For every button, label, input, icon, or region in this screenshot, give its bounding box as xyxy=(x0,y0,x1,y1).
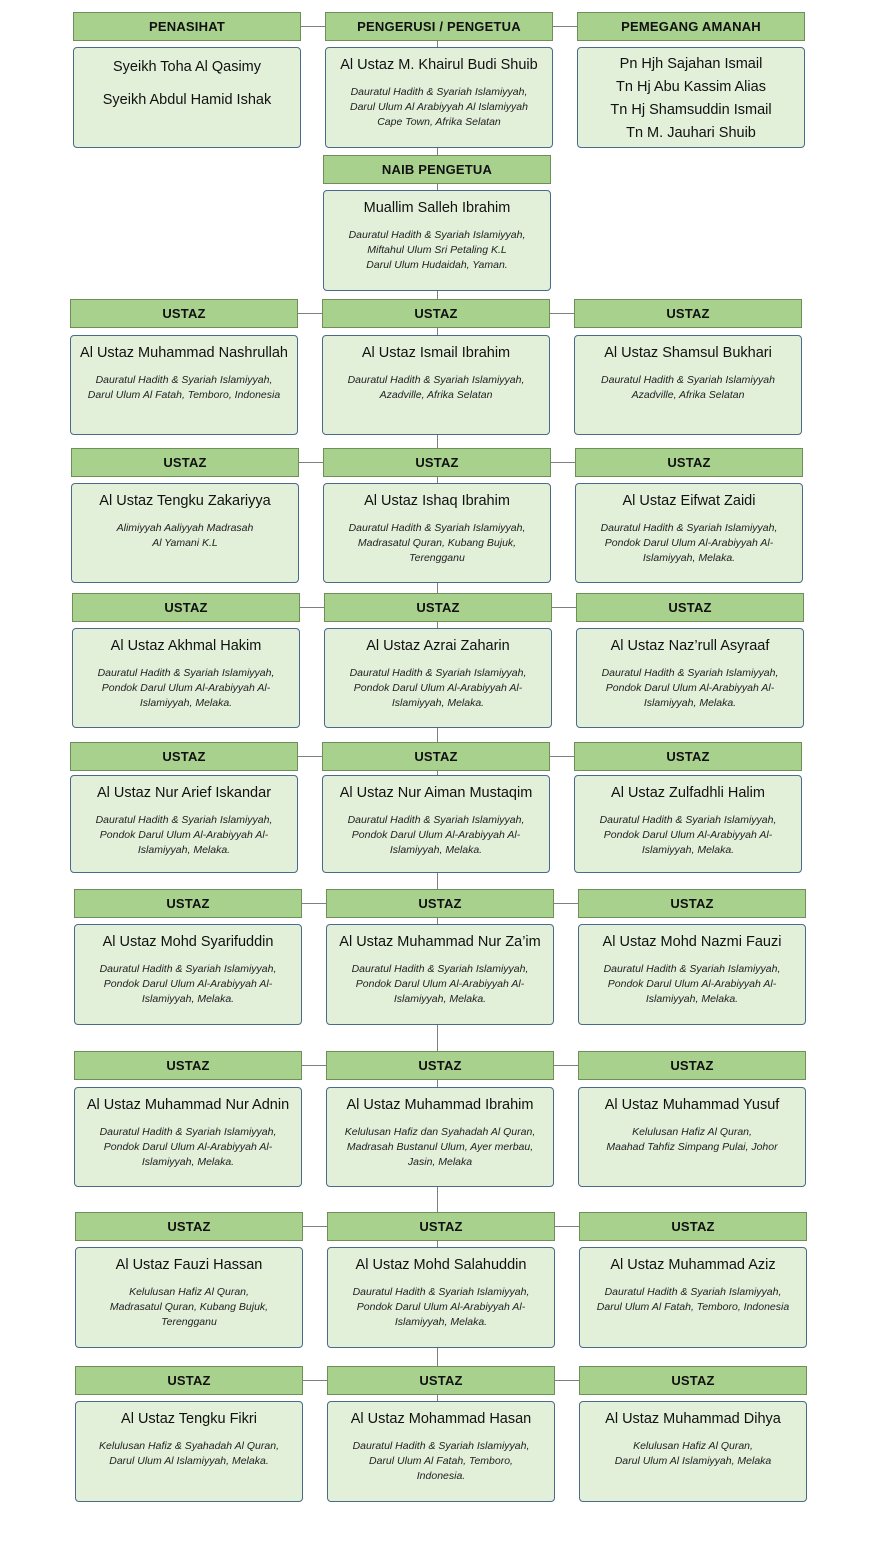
qualification-line: Dauratul Hadith & Syariah Islamiyyah, xyxy=(99,1126,277,1138)
person-name: Al Ustaz Shamsul Bukhari xyxy=(604,345,772,361)
staff-card xyxy=(74,1087,302,1187)
ustaz-header: USTAZ xyxy=(72,593,300,622)
qualification-line: Pondok Darul Ulum Al-Arabiyyah Al- xyxy=(607,978,777,990)
qualification-line: Pondok Darul Ulum Al-Arabiyyah Al- xyxy=(603,829,773,841)
qualifications xyxy=(587,1125,797,1155)
ustaz-header: USTAZ xyxy=(579,1212,807,1241)
qualification-line: Alimiyyah Aaliyyah Madrasah xyxy=(116,522,254,534)
qualification-line: Islamiyyah, Melaka. xyxy=(643,697,737,709)
qualification-line: Pondok Darul Ulum Al-Arabiyyah Al- xyxy=(353,682,523,694)
staff-card xyxy=(576,628,804,728)
qualification-line: Indonesia. xyxy=(416,1470,466,1482)
qualification-line: Dauratul Hadith & Syariah Islamiyyah, xyxy=(347,374,525,386)
qualifications xyxy=(585,666,795,711)
qualifications xyxy=(84,1285,294,1330)
staff-card xyxy=(72,628,300,728)
ustaz-header: USTAZ xyxy=(70,299,298,328)
staff-card xyxy=(575,483,803,583)
staff-card xyxy=(324,628,552,728)
qualification-line: Azadville, Afrika Selatan xyxy=(379,389,493,401)
staff-card xyxy=(74,924,302,1025)
qualifications xyxy=(80,521,290,551)
staff-card xyxy=(325,47,553,148)
qualification-line: Darul Ulum Al Islamiyyah, Melaka. xyxy=(109,1455,269,1467)
ustaz-header: USTAZ xyxy=(327,1212,555,1241)
qualification-line: Dauratul Hadith & Syariah Islamiyyah, xyxy=(95,374,273,386)
qualification-line: Maahad Tahfiz Simpang Pulai, Johor xyxy=(606,1141,778,1153)
qualification-line: Madrasah Bustanul Ulum, Ayer merbau, xyxy=(346,1141,534,1153)
qualifications xyxy=(332,228,542,273)
qualification-line: Dauratul Hadith & Syariah Islamiyyah, xyxy=(349,667,527,679)
qualifications xyxy=(79,373,289,403)
person-name: Al Ustaz Tengku Zakariyya xyxy=(99,493,271,509)
ustaz-header: USTAZ xyxy=(576,593,804,622)
qualifications xyxy=(84,1439,294,1469)
staff-card xyxy=(70,775,298,873)
qualification-line: Dauratul Hadith & Syariah Islamiyyah xyxy=(601,374,775,386)
person-name: Al Ustaz Muhammad Nur Adnin xyxy=(86,1097,290,1113)
qualification-line: Islamiyyah, Melaka. xyxy=(645,993,739,1005)
qualification-line: Dauratul Hadith & Syariah Islamiyyah, xyxy=(348,522,526,534)
person-name: Syeikh Toha Al Qasimy xyxy=(112,59,262,75)
ustaz-header: USTAZ xyxy=(322,742,550,771)
qualification-line: Darul Ulum Al Islamiyyah, Melaka xyxy=(614,1455,772,1467)
ustaz-header: USTAZ xyxy=(326,1051,554,1080)
person-name: Al Ustaz Fauzi Hassan xyxy=(115,1257,263,1273)
qualification-line: Pondok Darul Ulum Al-Arabiyyah Al- xyxy=(103,1141,273,1153)
qualification-line: Islamiyyah, Melaka. xyxy=(642,552,736,564)
ustaz-header: USTAZ xyxy=(578,1051,806,1080)
ustaz-header: USTAZ xyxy=(574,299,802,328)
qualifications xyxy=(334,85,544,130)
ustaz-header: USTAZ xyxy=(70,742,298,771)
staff-card xyxy=(578,924,806,1025)
person-name: Al Ustaz Tengku Fikri xyxy=(121,1411,257,1427)
qualification-line: Kelulusan Hafiz & Syahadah Al Quran, xyxy=(99,1440,279,1452)
qualification-line: Kelulusan Hafiz dan Syahadah Al Quran, xyxy=(344,1126,536,1138)
qualifications xyxy=(584,521,794,566)
ustaz-header: USTAZ xyxy=(75,1212,303,1241)
person-name: Muallim Salleh Ibrahim xyxy=(363,200,511,216)
member-list-card xyxy=(73,47,301,148)
qualification-line: Pondok Darul Ulum Al-Arabiyyah Al- xyxy=(351,829,521,841)
qualification-line: Dauratul Hadith & Syariah Islamiyyah, xyxy=(603,963,781,975)
qualification-line: Miftahul Ulum Sri Petaling K.L xyxy=(367,244,507,256)
ustaz-header: USTAZ xyxy=(71,448,299,477)
qualification-line: Azadville, Afrika Selatan xyxy=(631,389,745,401)
qualifications xyxy=(587,962,797,1007)
qualifications xyxy=(79,813,289,858)
qualification-line: Islamiyyah, Melaka. xyxy=(394,1316,488,1328)
qualification-line: Islamiyyah, Melaka. xyxy=(139,697,233,709)
staff-card xyxy=(574,775,802,873)
qualification-line: Islamiyyah, Melaka. xyxy=(393,993,487,1005)
qualification-line: Dauratul Hadith & Syariah Islamiyyah, xyxy=(352,1440,530,1452)
qualifications xyxy=(335,962,545,1007)
qualification-line: Dauratul Hadith & Syariah Islamiyyah, xyxy=(351,963,529,975)
staff-card xyxy=(327,1247,555,1348)
person-name: Al Ustaz Nur Aiman Mustaqim xyxy=(339,785,533,801)
person-name: Al Ustaz Muhammad Ibrahim xyxy=(346,1097,534,1113)
qualifications xyxy=(583,813,793,858)
qualification-line: Madrasatul Quran, Kubang Bujuk, xyxy=(357,537,517,549)
qualification-line: Darul Ulum Al Arabiyyah Al Islamiyyah xyxy=(350,101,528,113)
qualification-line: Dauratul Hadith & Syariah Islamiyyah, xyxy=(350,86,528,98)
qualification-line: Islamiyyah, Melaka. xyxy=(137,844,231,856)
qualification-line: Pondok Darul Ulum Al-Arabiyyah Al- xyxy=(101,682,271,694)
qualification-line: Pondok Darul Ulum Al-Arabiyyah Al- xyxy=(604,537,774,549)
ustaz-header: USTAZ xyxy=(323,448,551,477)
qualifications xyxy=(81,666,291,711)
ustaz-header: USTAZ xyxy=(326,889,554,918)
ustaz-header: USTAZ xyxy=(74,1051,302,1080)
qualification-line: Darul Ulum Al Fatah, Temboro, Indonesia xyxy=(87,389,281,401)
naib-pengetua-header: NAIB PENGETUA xyxy=(323,155,551,184)
person-name: Al Ustaz Ismail Ibrahim xyxy=(361,345,511,361)
ustaz-header: USTAZ xyxy=(74,889,302,918)
qualification-line: Jasin, Melaka xyxy=(407,1156,473,1168)
staff-card xyxy=(326,924,554,1025)
qualifications xyxy=(331,813,541,858)
qualification-line: Cape Town, Afrika Selatan xyxy=(377,116,501,128)
staff-card xyxy=(574,335,802,435)
qualification-line: Dauratul Hadith & Syariah Islamiyyah, xyxy=(347,814,525,826)
staff-card xyxy=(323,190,551,291)
qualification-line: Terengganu xyxy=(409,552,465,564)
ustaz-header: USTAZ xyxy=(322,299,550,328)
person-name: Al Ustaz Ishaq Ibrahim xyxy=(364,493,510,509)
qualification-line: Dauratul Hadith & Syariah Islamiyyah, xyxy=(97,667,275,679)
staff-card xyxy=(579,1247,807,1348)
qualification-line: Kelulusan Hafiz Al Quran, xyxy=(129,1286,249,1298)
qualification-line: Pondok Darul Ulum Al-Arabiyyah Al- xyxy=(356,1301,526,1313)
qualifications xyxy=(588,1285,798,1315)
person-name: Al Ustaz Mohd Salahuddin xyxy=(355,1257,527,1273)
person-name: Al Ustaz Mohammad Hasan xyxy=(350,1411,532,1427)
qualification-line: Dauratul Hadith & Syariah Islamiyyah, xyxy=(601,667,779,679)
person-name: Al Ustaz Zulfadhli Halim xyxy=(611,785,765,801)
qualification-line: Kelulusan Hafiz Al Quran, xyxy=(632,1126,752,1138)
person-name: Al Ustaz Azrai Zaharin xyxy=(366,638,510,654)
qualification-line: Darul Ulum Al Fatah, Temboro, xyxy=(369,1455,513,1467)
staff-card xyxy=(70,335,298,435)
qualification-line: Pondok Darul Ulum Al-Arabiyyah Al- xyxy=(605,682,775,694)
qualifications xyxy=(332,521,542,566)
qualification-line: Darul Ulum Al Fatah, Temboro, Indonesia xyxy=(596,1301,790,1313)
person-name: Al Ustaz Muhammad Yusuf xyxy=(604,1097,780,1113)
ustaz-header: USTAZ xyxy=(575,448,803,477)
qualification-line: Darul Ulum Hudaidah, Yaman. xyxy=(366,259,508,271)
ustaz-header: USTAZ xyxy=(327,1366,555,1395)
qualification-line: Islamiyyah, Melaka. xyxy=(141,993,235,1005)
person-name: Al Ustaz Muhammad Nashrullah xyxy=(80,345,288,361)
qualifications xyxy=(336,1285,546,1330)
qualification-line: Dauratul Hadith & Syariah Islamiyyah, xyxy=(604,1286,782,1298)
qualifications xyxy=(333,666,543,711)
person-name: Tn Hj Shamsuddin Ismail xyxy=(610,102,772,118)
qualifications xyxy=(588,1439,798,1469)
staff-card xyxy=(579,1401,807,1502)
penasihat-header: PENASIHAT xyxy=(73,12,301,41)
qualifications xyxy=(331,373,541,403)
qualification-line: Islamiyyah, Melaka. xyxy=(141,1156,235,1168)
pengerusi-pengetua-header: PENGERUSI / PENGETUA xyxy=(325,12,553,41)
person-name: Al Ustaz Nur Arief Iskandar xyxy=(96,785,272,801)
staff-card xyxy=(326,1087,554,1187)
qualification-line: Islamiyyah, Melaka. xyxy=(641,844,735,856)
ustaz-header: USTAZ xyxy=(75,1366,303,1395)
qualification-line: Al Yamani K.L xyxy=(152,537,218,549)
staff-card xyxy=(327,1401,555,1502)
qualification-line: Kelulusan Hafiz Al Quran, xyxy=(633,1440,753,1452)
qualifications xyxy=(83,1125,293,1170)
qualification-line: Pondok Darul Ulum Al-Arabiyyah Al- xyxy=(99,829,269,841)
pemegang-amanah-header: PEMEGANG AMANAH xyxy=(577,12,805,41)
person-name: Syeikh Abdul Hamid Ishak xyxy=(102,92,272,108)
staff-card xyxy=(75,1401,303,1502)
staff-card xyxy=(578,1087,806,1187)
person-name: Al Ustaz M. Khairul Budi Shuib xyxy=(340,57,538,73)
staff-card xyxy=(323,483,551,583)
person-name: Al Ustaz Naz’rull Asyraaf xyxy=(610,638,770,654)
person-name: Al Ustaz Muhammad Aziz xyxy=(610,1257,776,1273)
staff-card xyxy=(71,483,299,583)
qualification-line: Dauratul Hadith & Syariah Islamiyyah, xyxy=(352,1286,530,1298)
person-name: Al Ustaz Muhammad Dihya xyxy=(605,1411,781,1427)
qualification-line: Dauratul Hadith & Syariah Islamiyyah, xyxy=(95,814,273,826)
qualification-line: Dauratul Hadith & Syariah Islamiyyah, xyxy=(599,814,777,826)
qualification-line: Pondok Darul Ulum Al-Arabiyyah Al- xyxy=(355,978,525,990)
qualification-line: Pondok Darul Ulum Al-Arabiyyah Al- xyxy=(103,978,273,990)
ustaz-header: USTAZ xyxy=(324,593,552,622)
member-list-card xyxy=(577,47,805,148)
staff-card xyxy=(322,335,550,435)
qualification-line: Dauratul Hadith & Syariah Islamiyyah, xyxy=(600,522,778,534)
staff-card xyxy=(322,775,550,873)
qualification-line: Madrasatul Quran, Kubang Bujuk, xyxy=(109,1301,269,1313)
ustaz-header: USTAZ xyxy=(579,1366,807,1395)
qualification-line: Islamiyyah, Melaka. xyxy=(391,697,485,709)
qualifications xyxy=(336,1439,546,1484)
qualification-line: Islamiyyah, Melaka. xyxy=(389,844,483,856)
qualifications xyxy=(83,962,293,1007)
ustaz-header: USTAZ xyxy=(574,742,802,771)
qualification-line: Dauratul Hadith & Syariah Islamiyyah, xyxy=(348,229,526,241)
person-name: Al Ustaz Muhammad Nur Za’im xyxy=(339,934,541,950)
ustaz-header: USTAZ xyxy=(578,889,806,918)
person-name: Tn M. Jauhari Shuib xyxy=(626,125,756,141)
person-name: Pn Hjh Sajahan Ismail xyxy=(619,56,763,72)
qualifications xyxy=(583,373,793,403)
person-name: Al Ustaz Akhmal Hakim xyxy=(110,638,262,654)
person-name: Al Ustaz Eifwat Zaidi xyxy=(622,493,756,509)
person-name: Tn Hj Abu Kassim Alias xyxy=(616,79,766,95)
qualifications xyxy=(335,1125,545,1170)
staff-card xyxy=(75,1247,303,1348)
person-name: Al Ustaz Mohd Syarifuddin xyxy=(102,934,274,950)
qualification-line: Dauratul Hadith & Syariah Islamiyyah, xyxy=(99,963,277,975)
qualification-line: Terengganu xyxy=(161,1316,217,1328)
person-name: Al Ustaz Mohd Nazmi Fauzi xyxy=(602,934,782,950)
